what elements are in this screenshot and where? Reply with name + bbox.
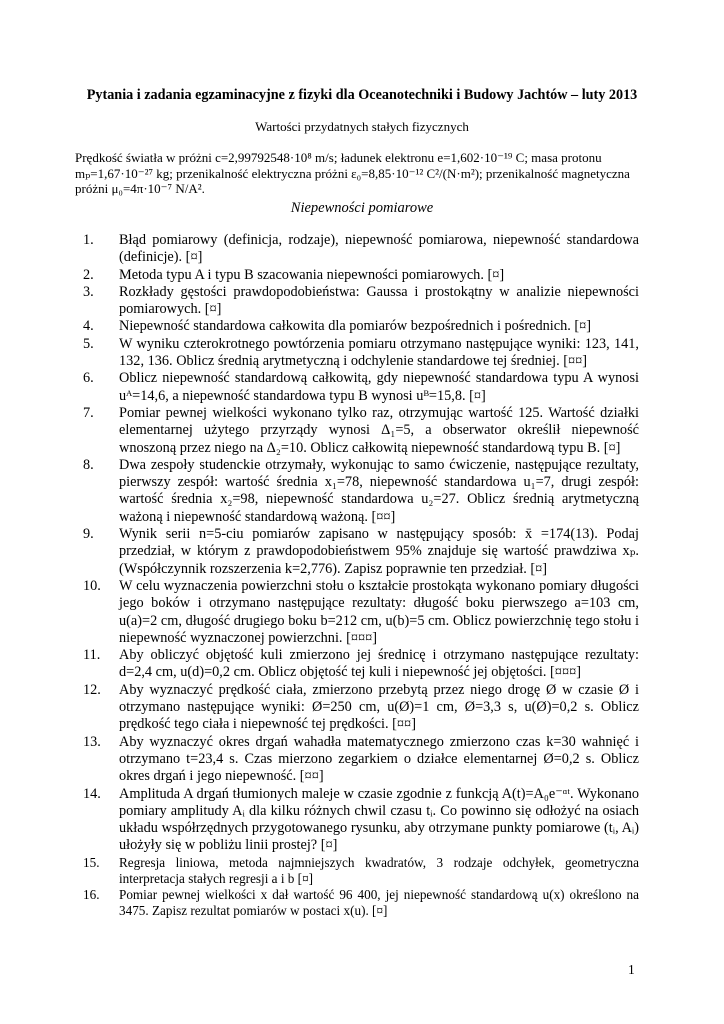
document-title: Pytania i zadania egzaminacyjne z fizyki dla Oceanotechniki i Budowy Jachtów – luty 2013 xyxy=(86,87,638,103)
question-item xyxy=(83,734,639,786)
question-number: 12. xyxy=(83,681,101,698)
question-text: Wynik serii n=5-ciu pomiarów zapisano w następujący sposób: x̄ =174(13). Podaj przedział, w którym z prawdopodobieństwem 95% znajduje się wartość prawdziwa xₚ. (Współczynnik rozszerzenia k=2,776). Zapisz poprawnie ten przedział. [¤] xyxy=(119,526,639,577)
question-number: 14. xyxy=(83,785,101,802)
question-text: Amplituda A drgań tłumionych maleje w czasie zgodnie z funkcją A(t)=A₀e⁻ᵅᵗ. Wykonano pomiary amplitudy Aᵢ dla kilku różnych chwil czasu tᵢ. Co powinno się odłożyć na osiach układu współrzędnych przygotowanego rysunku, aby otrzymane punkty pomiarowe (tᵢ, Aᵢ) ułożyły się w pobliżu linii prostej? [¤] xyxy=(119,785,639,854)
section-title: Niepewności pomiarowe xyxy=(290,200,434,216)
constants-heading: Wartości przydatnych stałych fizycznych xyxy=(255,119,469,134)
question-text: Błąd pomiarowy (definicja, rodzaje), niepewność pomiarowa, niepewność standardowa (definicje). [¤] xyxy=(119,232,639,266)
question-item xyxy=(83,887,639,919)
question-item xyxy=(83,318,639,335)
question-text: Oblicz niepewność standardową całkowitą, gdy niepewność standardowa typu A wynosi uᴬ=14,6, a niepewność standardowa typu B wynosi uᴮ=15,8. [¤] xyxy=(119,370,639,404)
question-item xyxy=(83,267,639,284)
question-list xyxy=(83,232,639,919)
question-number: 11. xyxy=(83,647,101,664)
question-text: Aby obliczyć objętość kuli zmierzono jej średnicę i otrzymano następujące rezultaty: d=2,4 cm, u(d)=0,2 cm. Oblicz objętość tej kuli i niepewność jej objętości. [¤¤¤] xyxy=(119,647,639,681)
question-item xyxy=(83,405,639,457)
question-item xyxy=(83,786,639,855)
question-item xyxy=(83,526,639,578)
question-item xyxy=(83,284,639,319)
question-text: Dwa zespoły studenckie otrzymały, wykonując to samo ćwiczenie, następujące rezultaty, pierwszy zespół: wartość średnia x₁=78, niepewność standardowa u₁=7, drugi zespół: wartość średnia x₂=98, niepewność standardowa u₂=27. Oblicz średnią arytmetyczną ważoną i niepewność standardową ważoną. [¤¤] xyxy=(119,456,639,525)
question-text: W celu wyznaczenia powierzchni stołu o kształcie prostokąta wykonano pomiary długości jego boków i otrzymano następujące rezultaty: długość boku pierwszego a=103 cm, u(a)=2 cm, długość drugiego boku b=212 cm, u(b)=5 cm. Oblicz powierzchnię tego stołu i niepewność wyznaczonej powierzchni. [¤¤¤] xyxy=(119,577,639,646)
question-number: 15. xyxy=(83,854,100,870)
question-number: 1. xyxy=(83,232,94,248)
question-number: 8. xyxy=(83,456,94,473)
question-text: Niepewność standardowa całkowita dla pomiarów bezpośrednich i pośrednich. [¤] xyxy=(119,318,592,335)
question-item xyxy=(83,336,639,371)
question-text: W wyniku czterokrotnego powtórzenia pomiaru otrzymano następujące wyniki: 123, 141, 132, 136. Oblicz średnią arytmetyczną i odchylenie standardowe tej średniej. [¤¤] xyxy=(119,335,639,370)
question-number: 10. xyxy=(83,577,101,594)
question-number: 4. xyxy=(83,318,94,335)
question-text: Metoda typu A i typu B szacowania niepewności pomiarowych. [¤] xyxy=(119,266,505,283)
question-text: Pomiar pewnej wielkości x dał wartość 96 400, jej niepewność standardową u(x) określono na 3475. Zapisz rezultat pomiarów w postaci x(u). [¤] xyxy=(119,886,639,918)
page-number: 1 xyxy=(628,962,635,977)
question-item xyxy=(83,578,639,647)
question-number: 13. xyxy=(83,733,101,750)
question-text: Pomiar pewnej wielkości wykonano tylko raz, otrzymując wartość 125. Wartość działki elementarnej użytego przyrządy wynosi Δ₁=5, a obserwator określił niepewność wnoszoną przez niego na Δ₂=10. Oblicz całkowitą niepewność standardową typu B. [¤] xyxy=(119,404,639,456)
question-number: 2. xyxy=(83,266,94,283)
question-number: 6. xyxy=(83,370,94,387)
question-item xyxy=(83,647,639,682)
question-number: 9. xyxy=(83,526,94,543)
question-number: 7. xyxy=(83,404,94,421)
question-number: 5. xyxy=(83,335,94,352)
question-item xyxy=(83,232,639,267)
question-number: 16. xyxy=(83,886,100,902)
question-item xyxy=(83,682,639,734)
physical-constants-paragraph: Prędkość światła w próżni c=2,99792548·10⁸ m/s; ładunek elektronu e=1,602·10⁻¹⁹ C; masa protonu mₚ=1,67·10⁻²⁷ kg; przenikalność elektryczna próżni ε₀=8,85·10⁻¹² C²/(N·m²); przenikalność magnetyczna próżni μ₀=4π·10⁻⁷ N/A². xyxy=(75,150,630,196)
question-text: Aby wyznaczyć okres drgań wahadła matematycznego zmierzono czas k=30 wahnięć i otrzymano t=23,4 s. Czas mierzono zegarkiem o działce elementarnej Ø=0,2 s. Oblicz okres drgań i jego niepewność. [¤¤] xyxy=(119,733,639,785)
question-number: 3. xyxy=(83,283,94,300)
question-item xyxy=(83,457,639,526)
question-text: Rozkłady gęstości prawdopodobieństwa: Gaussa i prostokątny w analizie niepewności pomiarowych. [¤] xyxy=(119,283,639,318)
question-item xyxy=(83,855,639,887)
question-text: Regresja liniowa, metoda najmniejszych kwadratów, 3 rodzaje odchyłek, geometryczna interpretacja stałych regresji a i b [¤] xyxy=(119,854,639,886)
question-text: Aby wyznaczyć prędkość ciała, zmierzono przebytą przez niego drogę Ø w czasie Ø i otrzymano następujące wyniki: Ø=250 cm, u(Ø)=1 cm, Ø=3,3 s, u(Ø)=0,2 s. Oblicz prędkość tego ciała i niepewność tej prędkości. [¤¤] xyxy=(119,681,639,733)
question-item xyxy=(83,370,639,405)
